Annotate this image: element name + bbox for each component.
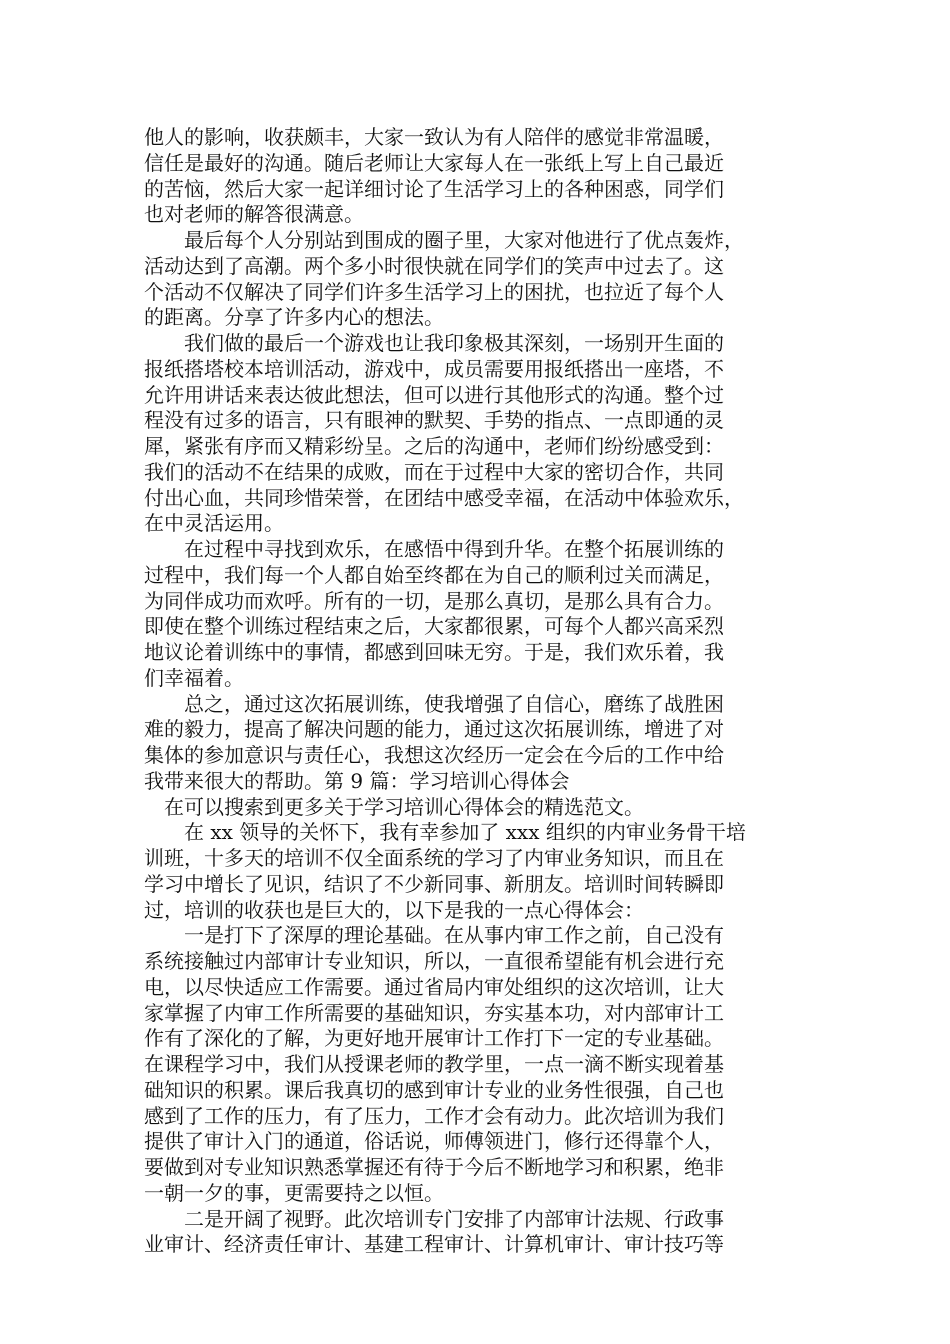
text-line: 地议论着训练中的事情，都感到回味无穷。于是，我们欢乐着，我 [144,640,724,664]
text-line: 业审计、经济责任审计、基建工程审计、计算机审计、审计技巧等 [144,1232,724,1257]
document-body [144,125,816,1258]
text-line: 集体的参加意识与责任心，我想这次经历一定会在今后的工作中给 [144,743,724,767]
paragraph-start-line: 在 xx 领导的关怀下，我有幸参加了 xxx 组织的内审业务骨干培 [184,820,746,845]
text-line: 他人的影响，收获颇丰，大家一致认为有人陪伴的感觉非常温暖， [144,125,724,149]
text-line: 犀，紧张有序而又精彩纷呈。之后的沟通中，老师们纷纷感受到： [144,434,724,458]
text-line: 们幸福着。 [144,665,244,690]
text-line: 活动达到了高潮。两个多小时很快就在同学们的笑声中过去了。这 [144,253,724,278]
text-line: 程没有过多的语言，只有眼神的默契、手势的指点、一点即通的灵 [144,408,724,433]
text-line: 在中灵活运用。 [144,511,284,536]
text-line: 即使在整个训练过程结束之后，大家都很累，可每个人都兴高采烈 [144,614,724,639]
text-line: 的苦恼，然后大家一起详细讨论了生活学习上的各种困惑，同学们 [144,176,724,201]
text-line: 家掌握了内审工作所需要的基础知识，夯实基本功，对内部审计工 [144,1000,724,1025]
text-line: 要做到对专业知识熟悉掌握还有待于今后不断地学习和积累，绝非 [144,1155,724,1179]
text-line: 个活动不仅解决了同学们许多生活学习上的困扰，也拉近了每个人 [144,279,724,304]
paragraph-start-line: 在可以搜索到更多关于学习培训心得体会的精选范文。 [164,794,644,819]
text-line: 过程中，我们每一个人都自始至终都在为自己的顺利过关而满足， [144,562,724,587]
text-line: 一朝一夕的事，更需要持之以恒。 [144,1180,444,1205]
paragraph-start-line: 总之，通过这次拓展训练，使我增强了自信心，磨练了战胜困 [184,691,724,716]
text-line: 为同伴成功而欢呼。所有的一切，是那么真切，是那么具有合力。 [144,588,724,613]
text-line: 训班，十多天的培训不仅全面系统的学习了内审业务知识，而且在 [144,846,724,870]
text-line: 也对老师的解答很满意。 [144,202,364,227]
text-line: 我们的活动不在结果的成败，而在于过程中大家的密切合作，共同 [144,459,724,484]
text-line: 作有了深化的了解，为更好地开展审计工作打下一定的专业基础。 [144,1026,724,1051]
text-line: 学习中增长了见识，结识了不少新同事、新朋友。培训时间转瞬即 [144,871,724,896]
text-line: 系统接触过内部审计专业知识，所以，一直很希望能有机会进行充 [144,949,724,973]
paragraph-start-line: 二是开阔了视野。此次培训专门安排了内部审计法规、行政事 [184,1206,724,1231]
text-line: 的距离。分享了许多内心的想法。 [144,305,444,330]
text-line: 报纸搭塔校本培训活动，游戏中，成员需要用报纸搭出一座塔，不 [144,356,724,381]
text-line: 础知识的积累。课后我真切的感到审计专业的业务性很强，自己也 [144,1077,724,1102]
text-line: 感到了工作的压力，有了压力，工作才会有动力。此次培训为我们 [144,1103,724,1128]
paragraph-start-line: 在过程中寻找到欢乐，在感悟中得到升华。在整个拓展训练的 [184,537,724,561]
text-line: 允许用讲话来表达彼此想法，但可以进行其他形式的沟通。整个过 [144,382,724,407]
text-line: 我带来很大的帮助。第 9 篇：学习培训心得体会 [144,768,570,793]
text-line: 信任是最好的沟通。随后老师让大家每人在一张纸上写上自己最近 [144,150,724,175]
paragraph-start-line: 最后每个人分别站到围成的圈子里，大家对他进行了优点轰炸， [184,228,744,252]
paragraph-start-line: 一是打下了深厚的理论基础。在从事内审工作之前，自己没有 [184,923,724,948]
text-line: 付出心血，共同珍惜荣誉，在团结中感受幸福，在活动中体验欢乐， [144,485,744,510]
paragraph-start-line: 我们做的最后一个游戏也让我印象极其深刻，一场别开生面的 [184,331,724,355]
text-line: 电，以尽快适应工作需要。通过省局内审处组织的这次培训，让大 [144,974,724,999]
text-line: 在课程学习中，我们从授课老师的教学里，一点一滴不断实现着基 [144,1052,724,1076]
text-line: 提供了审计入门的通道，俗话说，师傅领进门，修行还得靠个人， [144,1129,724,1154]
text-line: 过，培训的收获也是巨大的，以下是我的一点心得体会： [144,897,644,922]
text-line: 难的毅力，提高了解决问题的能力，通过这次拓展训练，增进了对 [144,717,724,742]
